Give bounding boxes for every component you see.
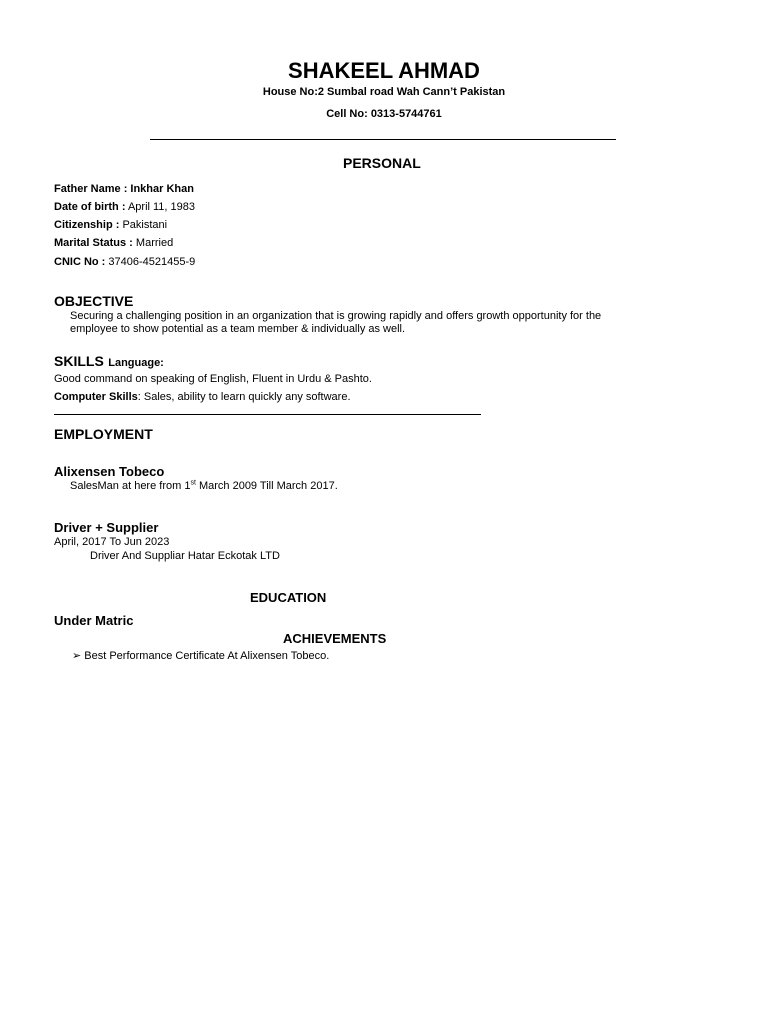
father-name-row [54,183,194,195]
field-value: Pakistani [119,219,168,231]
address: House No:2 Sumbal road Wah Cann’t Pakistan [262,86,506,98]
skills-heading-row [54,353,164,371]
computer-skills-row [54,391,351,403]
education-heading: EDUCATION [250,590,327,605]
personal-heading: PERSONAL [343,155,421,171]
objective-text: Securing a challenging position in an organization that is growing rapidly and offers growth opportunity for the employee to show potential as a team member & individually as well. [70,310,602,335]
job-title: Alixensen Tobeco [54,464,165,479]
language-text: Good command on speaking of English, Fluent in Urdu & Pashto. [54,373,372,385]
field-value: 37406-4521455-9 [105,256,196,268]
achievement-item: ➢ Best Performance Certificate At Alixensen Tobeco. [72,650,330,662]
field-label: Citizenship : [54,219,120,231]
objective-heading: OBJECTIVE [54,293,134,309]
job-description: Driver And Suppliar Hatar Eckotak LTD [90,550,280,562]
citizenship-row [54,219,167,231]
field-label: Marital Status : [54,237,133,249]
achievements-heading: ACHIEVEMENTS [283,631,387,646]
field-label: CNIC No : [54,256,106,268]
cell-number: Cell No: 0313-5744761 [326,108,442,120]
education-level: Under Matric [54,613,134,628]
superscript: st [190,479,196,487]
cnic-row [54,256,195,268]
job-dates: April, 2017 To Jun 2023 [54,536,170,548]
field-value: Married [132,237,174,249]
job-title: Driver + Supplier [54,520,159,535]
job-description: SalesMan at here from 1st March 2009 Till March 2017. [70,479,338,492]
applicant-name: SHAKEEL AHMAD [288,58,480,83]
header-divider [150,139,616,140]
date-of-birth-row [54,201,195,213]
skills-heading: SKILLS [54,353,104,369]
computer-skills-label: Computer Skills [54,391,138,403]
arrow-bullet-icon: ➢ [72,650,82,662]
skills-divider [54,414,481,415]
computer-skills-text: : Sales, ability to learn quickly any software. [137,391,351,403]
marital-status-row [54,237,173,249]
field-label: Date of birth : [54,201,126,213]
field-value: April 11, 1983 [125,201,196,213]
field-label: Father Name : Inkhar Khan [54,183,194,195]
employment-heading: EMPLOYMENT [54,426,153,442]
language-label: Language: [108,357,164,369]
